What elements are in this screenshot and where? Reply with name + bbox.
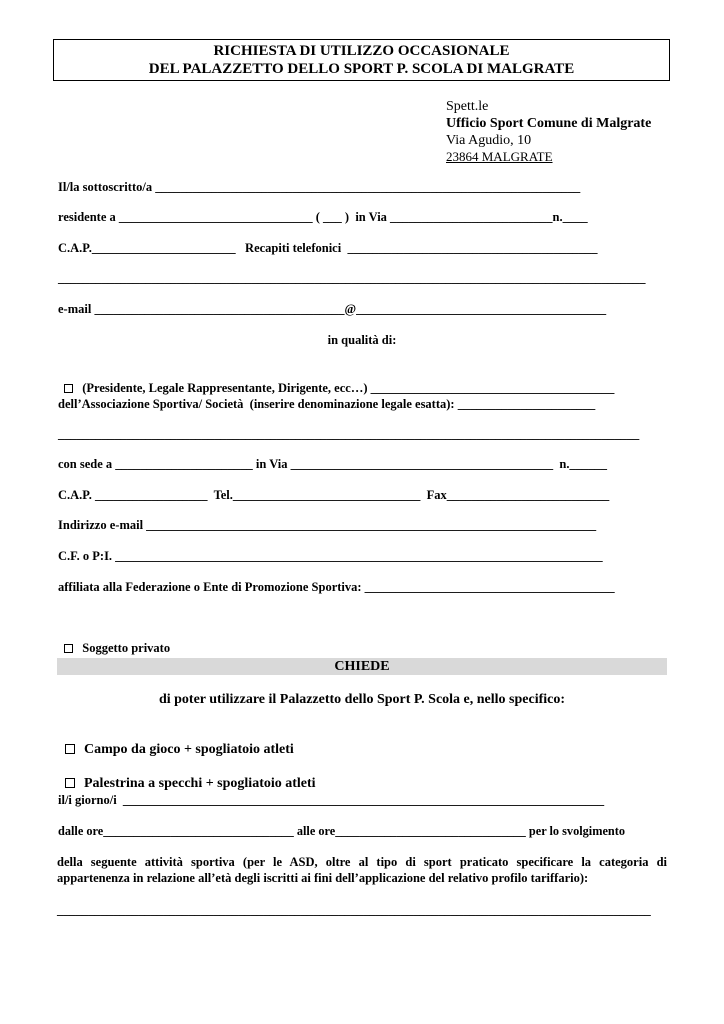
recipient-city: 23864 MALGRATE xyxy=(446,149,553,164)
form-title-line2: DEL PALAZZETTO DELLO SPORT P. SCOLA DI MALGRATE xyxy=(148,61,575,77)
field-sottoscritto[interactable]: Il/la sottoscritto/a ____________________________________________________________________ xyxy=(58,180,581,194)
field-residente[interactable]: residente a _______________________________ ( ___ ) in Via __________________________n.____ xyxy=(58,210,588,224)
attivita-line-2: appartenenza in relazione all’età degli iscritti ai fini dell’applicazione del relativo profilo tariffario): xyxy=(57,871,589,885)
recipient-salutation: Spett.le xyxy=(446,99,489,114)
attivita-line-1: della seguente attività sportiva (per le ASD, oltre al tipo di sport praticato specificare la categoria di xyxy=(57,855,667,869)
form-title-box xyxy=(53,39,670,81)
field-blank-line-3[interactable]: _______________________________________________________________________________________________ xyxy=(57,903,651,917)
in-qualita-label: in qualità di: xyxy=(327,333,397,347)
recipient-street: Via Agudio, 10 xyxy=(446,133,532,148)
option-palestrina[interactable] xyxy=(58,760,316,792)
checkbox-icon[interactable] xyxy=(65,744,75,754)
form-title-line1: RICHIESTA DI UTILIZZO OCCASIONALE xyxy=(213,43,510,59)
field-cf-piva[interactable]: C.F. o P:I. ______________________________________________________________________________ xyxy=(58,549,603,563)
chiede-heading: CHIEDE xyxy=(57,658,667,675)
field-soggetto-privato[interactable] xyxy=(58,626,170,656)
field-affiliata[interactable]: affiliata alla Federazione o Ente di Promozione Sportiva: ________________________________________ xyxy=(58,580,615,594)
field-indirizzo-email[interactable]: Indirizzo e-mail ________________________________________________________________________ xyxy=(58,518,597,532)
field-blank-line-2[interactable]: _____________________________________________________________________________________________ xyxy=(58,427,640,441)
field-cap-tel-fax[interactable]: C.A.P. __________________ Tel.______________________________ Fax__________________________ xyxy=(58,488,610,502)
option-campo-da-gioco[interactable] xyxy=(58,726,294,758)
field-email[interactable]: e-mail ________________________________________@________________________________________ xyxy=(58,302,607,316)
option-palestrina-label: Palestrina a specchi + spogliatoio atleti xyxy=(84,776,316,791)
field-associazione[interactable]: dell’Associazione Sportiva/ Società (inserire denominazione legale esatta): ______________________ xyxy=(58,397,596,411)
field-orari[interactable]: dalle ore_______________________________ alle ore_______________________________ per lo svolgimento xyxy=(58,824,625,838)
checkbox-icon[interactable] xyxy=(65,778,75,788)
checkbox-icon[interactable] xyxy=(64,644,73,653)
field-blank-line-1[interactable]: ______________________________________________________________________________________________ xyxy=(58,271,646,285)
checkbox-icon[interactable] xyxy=(64,384,73,393)
option-campo-label: Campo da gioco + spogliatoio atleti xyxy=(84,742,294,757)
soggetto-privato-label: Soggetto privato xyxy=(82,641,171,655)
field-sede[interactable]: con sede a ______________________ in Via __________________________________________ n.______ xyxy=(58,457,607,471)
attivita-paragraph xyxy=(57,854,667,886)
field-giorni[interactable]: il/i giorno/i _____________________________________________________________________________ xyxy=(58,793,605,807)
recipient-office: Ufficio Sport Comune di Malgrate xyxy=(446,116,652,131)
field-presidente[interactable] xyxy=(58,366,614,396)
request-intro: di poter utilizzare il Palazzetto dello Sport P. Scola e, nello specifico: xyxy=(158,692,566,707)
field-cap-recapiti[interactable]: C.A.P._______________________ Recapiti telefonici ________________________________________ xyxy=(58,241,598,255)
presidente-label: (Presidente, Legale Rappresentante, Dirigente, ecc…) _______________________________________ xyxy=(82,381,615,395)
